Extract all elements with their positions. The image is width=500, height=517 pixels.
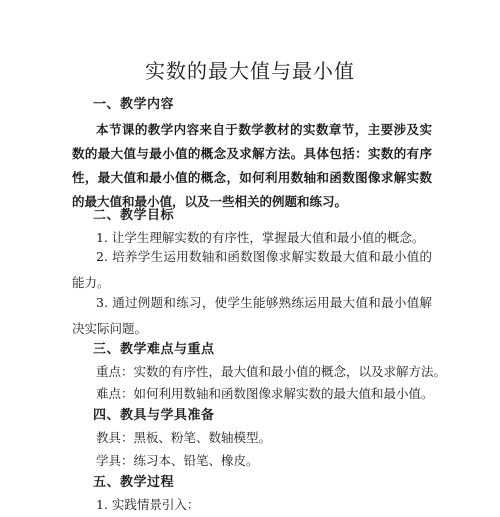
- process-step-1: 1. 实践情景引入：: [96, 497, 200, 512]
- document-title: 实数的最大值与最小值: [145, 59, 355, 83]
- section-heading-content: 一、教学内容: [93, 97, 175, 112]
- difficult-point: 难点：如何利用数轴和函数图像求解实数的最大值和最小值。: [96, 386, 434, 401]
- goal-item-1: 1. 让学生理解实数的有序性，掌握最大值和最小值的概念。: [96, 230, 425, 245]
- section-heading-goals: 二、教学目标: [93, 208, 175, 223]
- teacher-tools: 教具：黑板、粉笔、数轴模型。: [96, 430, 272, 445]
- focus-point: 重点：实数的有序性，最大值和最小值的概念，以及求解方法。: [96, 364, 447, 379]
- section-heading-process: 五、教学过程: [93, 475, 175, 490]
- content-paragraph: 本节课的教学内容来自于数学教材的实数章节，主要涉及实数的最大值与最小值的概念及求解方法。具体包括：实数的有序性，最大值和最小值的概念，如何利用数轴和函数图像求解实数的最大值和最小值，以及一些相关的例题和练习。: [72, 122, 432, 209]
- section-heading-difficulty: 三、教学难点与重点: [93, 342, 215, 357]
- goal-item-2: 2. 培养学生运用数轴和函数图像求解实数最大值和最小值的能力。: [72, 249, 432, 290]
- section-heading-tools: 四、教具与学具准备: [93, 408, 215, 423]
- goal-item-3: 3. 通过例题和练习，使学生能够熟练运用最大值和最小值解决实际问题。: [72, 295, 432, 336]
- student-tools: 学具：练习本、铅笔、橡皮。: [96, 453, 259, 468]
